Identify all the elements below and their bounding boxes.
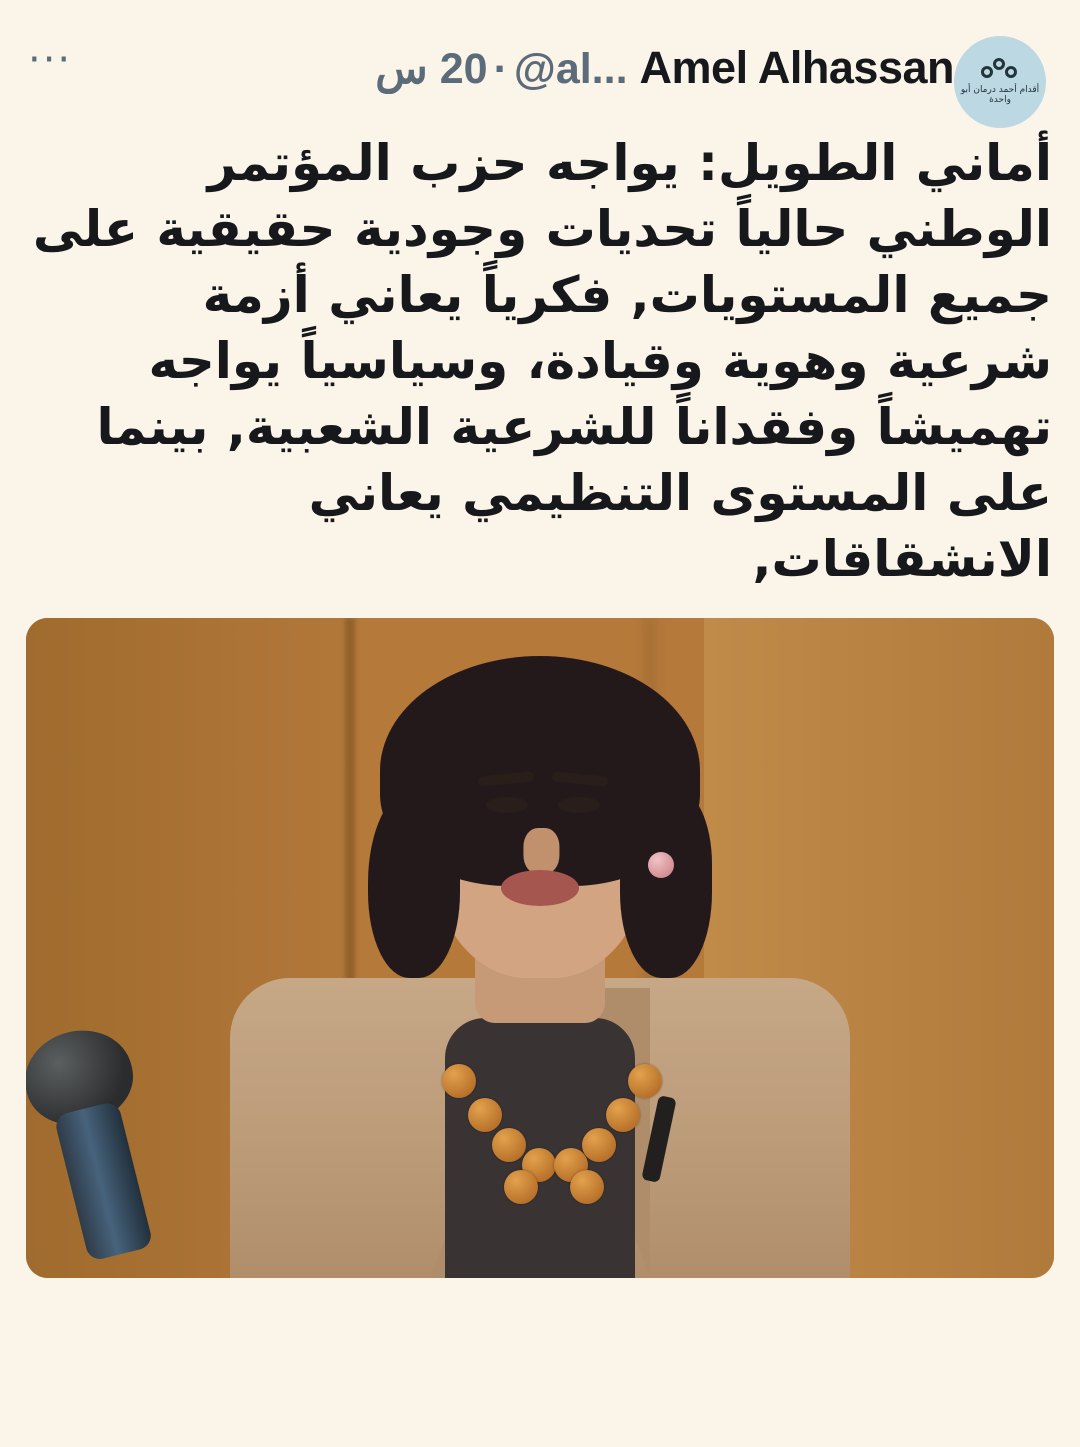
hair-left (368, 788, 460, 978)
author-handle[interactable]: @al... (513, 45, 628, 93)
post-timestamp[interactable]: 20 س (375, 45, 488, 93)
avatar[interactable] (954, 36, 1046, 128)
nose (523, 828, 559, 874)
person-figure (230, 678, 850, 1278)
eye-right (558, 797, 600, 813)
mouth (501, 870, 579, 906)
earring (648, 852, 674, 878)
post-image[interactable] (26, 618, 1054, 1278)
more-options-icon[interactable]: ··· (28, 37, 73, 83)
eye-left (486, 797, 528, 813)
separator-dot: · (493, 45, 508, 93)
necklace (430, 1036, 650, 1186)
avatar-caption: أقدام أحمد درمان أبو واحدة (960, 85, 1040, 105)
avatar-logo-icon (979, 58, 1021, 84)
hair-right (620, 788, 712, 978)
post-text: أماني الطويل: يواجه حزب المؤتمر الوطني حالياً تحديات وجودية حقيقية على جميع المستويات, فكرياً يعاني أزمة شرعية وهوية وقيادة، وسياسياً يواجه تهميشاً وفقداناً للشرعية الشعبية, بينما على المستوى التنظيمي يعاني الانشقاقات, (32, 134, 1052, 588)
author-display-name[interactable]: Amel Alhassan (639, 42, 954, 93)
tweet-header (26, 28, 1054, 128)
author-identity (72, 28, 954, 94)
